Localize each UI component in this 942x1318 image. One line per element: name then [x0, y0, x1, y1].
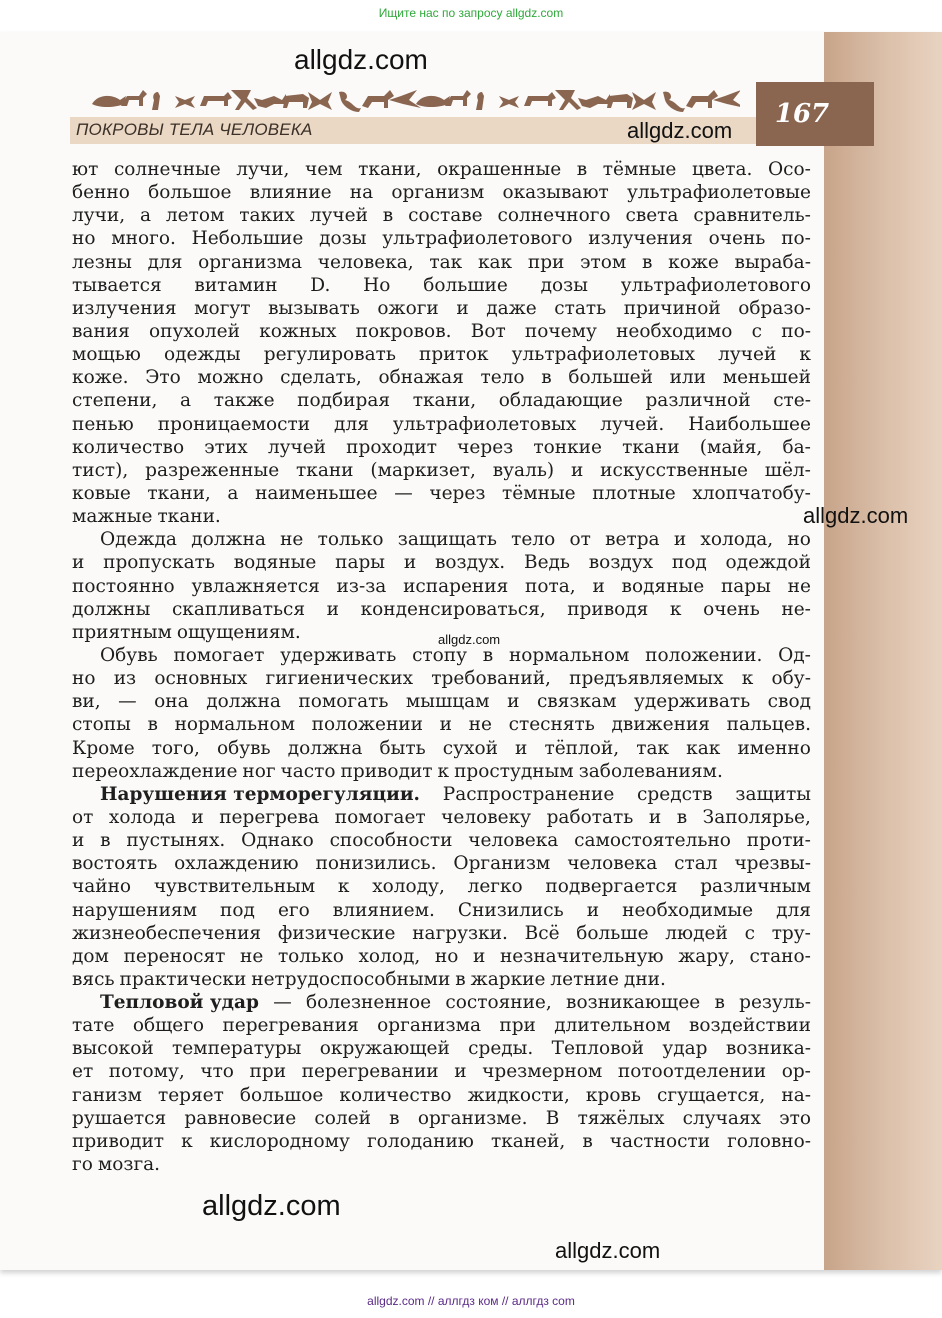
watermark: allgdz.com — [627, 118, 733, 143]
bold-term: Тепловой удар — [100, 992, 259, 1014]
text-line: рушается равновесие солей в организме. В тяжёлых случаях это — [72, 1107, 811, 1129]
animal-silhouette — [200, 92, 232, 106]
text-line: чайно чувствительным к холоду, легко подвергается различным — [72, 876, 811, 898]
text-line: степени, а также подбирая ткани, обладающие различной сте- — [72, 390, 811, 412]
animal-silhouette — [416, 96, 450, 107]
text-line: вясь практически нетрудоспособными в жаркие летние дни. — [72, 968, 666, 990]
text-line: востоять охлаждению понизились. Организм человека стал чрезвы- — [72, 853, 811, 875]
text-line: и в пустынях. Однако способности человека самостоятельно проти- — [72, 830, 811, 852]
animal-silhouette — [578, 94, 610, 108]
animal-silhouette — [175, 96, 195, 108]
animal-silhouette — [362, 90, 394, 108]
animal-silhouette — [686, 90, 718, 108]
top-banner[interactable]: Ищите нас по запросу allgdz.com — [378, 6, 564, 20]
animal-silhouette — [663, 92, 685, 112]
body-text — [72, 158, 811, 1176]
text-line: но много. Небольшие дозы ультрафиолетового излучения очень по- — [72, 228, 811, 250]
running-head: ПОКРОВЫ ТЕЛА ЧЕЛОВЕКА — [76, 120, 313, 139]
text-line: Кроме того, обувь должна быть сухой и тёплой, так как именно — [72, 737, 811, 759]
animal-silhouette — [713, 90, 740, 108]
text-line: лезны для организма человека, так как при этом в коже выраба- — [72, 251, 811, 273]
text-line: ет потому, что при перегревании и чрезмерном потоотделении ор- — [72, 1061, 811, 1083]
text-line: постоянно увлажняется из-за испарения пота, и водяные пары не — [72, 575, 811, 597]
text-line: мажные ткани. — [72, 506, 221, 528]
text-line: коже. Это можно сделать, обнажая тело в большей или меньшей — [72, 367, 811, 389]
animal-silhouette — [308, 92, 332, 110]
text-line: нарушениям под его влиянием. Снизились и необходимые для — [72, 899, 811, 921]
watermark: allgdz.com — [438, 632, 501, 647]
text-line: Обувь помогает удерживать стопу в нормальном положении. Од- — [100, 644, 811, 666]
animal-silhouette — [254, 94, 286, 108]
animal-silhouette — [92, 96, 126, 107]
text-line: ганизм теряет большое количество жидкости, кровь сгущается, на- — [72, 1084, 811, 1106]
animal-silhouettes-strip — [90, 86, 740, 114]
text-line: жизнеобеспечения физические нагрузки. Всё больше людей с тру- — [72, 922, 811, 944]
watermark: allgdz.com — [803, 503, 909, 528]
animal-silhouette — [283, 94, 309, 108]
text-line: тывается витамин D. Но большие дозы ультрафиолетового — [72, 274, 811, 296]
text-line: ковые ткани, а наименьшее — через тёмные плотные хлопчатобу- — [72, 482, 811, 504]
text-line: го мозга. — [72, 1154, 161, 1176]
text-line: излучения могут вызывать ожоги и даже стать причиной образо- — [72, 297, 811, 319]
animal-silhouette — [339, 92, 361, 112]
footer-links[interactable]: allgdz.com // аллгдз ком // аллгдз com — [367, 1294, 575, 1308]
animal-silhouette — [632, 92, 656, 110]
text-line: должны скапливаться и конденсироваться, приводя к очень не- — [72, 598, 811, 620]
page-edge-band — [824, 32, 942, 1270]
text-line: переохлаждение ног часто приводит к простудным заболеваниям. — [72, 760, 723, 782]
text-line: от холода и перегрева помогает человеку работать и в Заполярье, — [72, 806, 811, 828]
text-line: пенью проницаемости для ультрафиолетовых лучей. Наибольшее — [72, 413, 811, 435]
animal-silhouette — [389, 90, 421, 108]
text-line: дом переносят не только холод, но и незначительную жару, стано- — [72, 945, 811, 967]
text-line: ют солнечные лучи, чем ткани, окрашенные в тёмные цвета. Осо- — [72, 159, 811, 180]
animal-silhouette — [524, 92, 556, 106]
text-line: Нарушения терморегуляции. Распространение средств защиты — [100, 783, 811, 805]
watermark: allgdz.com — [202, 1190, 341, 1222]
text-line: мощью одежды регулировать приток ультрафиолетовых лучей к — [72, 344, 811, 366]
text-line: приятным ощущениям. — [72, 621, 301, 643]
text-line: вания опухолей кожных покровов. Вот почему необходимо с по- — [72, 320, 811, 342]
animal-silhouette — [476, 92, 484, 110]
text-line: тате общего перегревания организма при длительном воздействии — [72, 1015, 811, 1037]
page-number: 167 — [774, 99, 830, 129]
bold-term: Нарушения терморегуляции. — [100, 783, 420, 805]
animal-silhouette — [607, 94, 633, 108]
text-line: но из основных гигиенических требований, предъявляемых к обу- — [72, 668, 811, 690]
animal-silhouette — [555, 90, 581, 110]
watermark: allgdz.com — [555, 1238, 661, 1263]
text-line: количество этих лучей проходит через тонкие ткани (майя, ба- — [72, 436, 811, 458]
animal-silhouette — [231, 90, 257, 110]
watermark: allgdz.com — [294, 44, 428, 75]
animal-silhouette — [499, 96, 519, 108]
text-line: Тепловой удар — болезненное состояние, возникающее в резуль- — [100, 992, 811, 1014]
text-line: лучи, а летом таких лучей в составе солнечного света сравнитель- — [72, 205, 811, 227]
text-line: бенно большое влияние на организм оказывают ультрафиолетовые — [72, 182, 811, 204]
text-line: стопы в нормальном положении и не стеснять движения пальцев. — [72, 714, 811, 736]
animal-silhouette — [152, 92, 160, 110]
text-line: высокой температуры окружающей среды. Тепловой удар возника- — [72, 1038, 811, 1060]
text-line: тист), разреженные ткани (маркизет, вуаль) и искусственные шёл- — [72, 459, 811, 481]
text-line: Одежда должна не только защищать тело от ветра и холода, но — [100, 529, 811, 551]
text-line: приводит к кислородному голоданию тканей, в частности головно- — [72, 1130, 811, 1152]
text-line: ви, — она должна помогать мышцам и связкам удерживать свод — [72, 691, 811, 713]
text-line: и пропускать водяные пары и воздух. Ведь воздух под одеждой — [72, 552, 811, 574]
